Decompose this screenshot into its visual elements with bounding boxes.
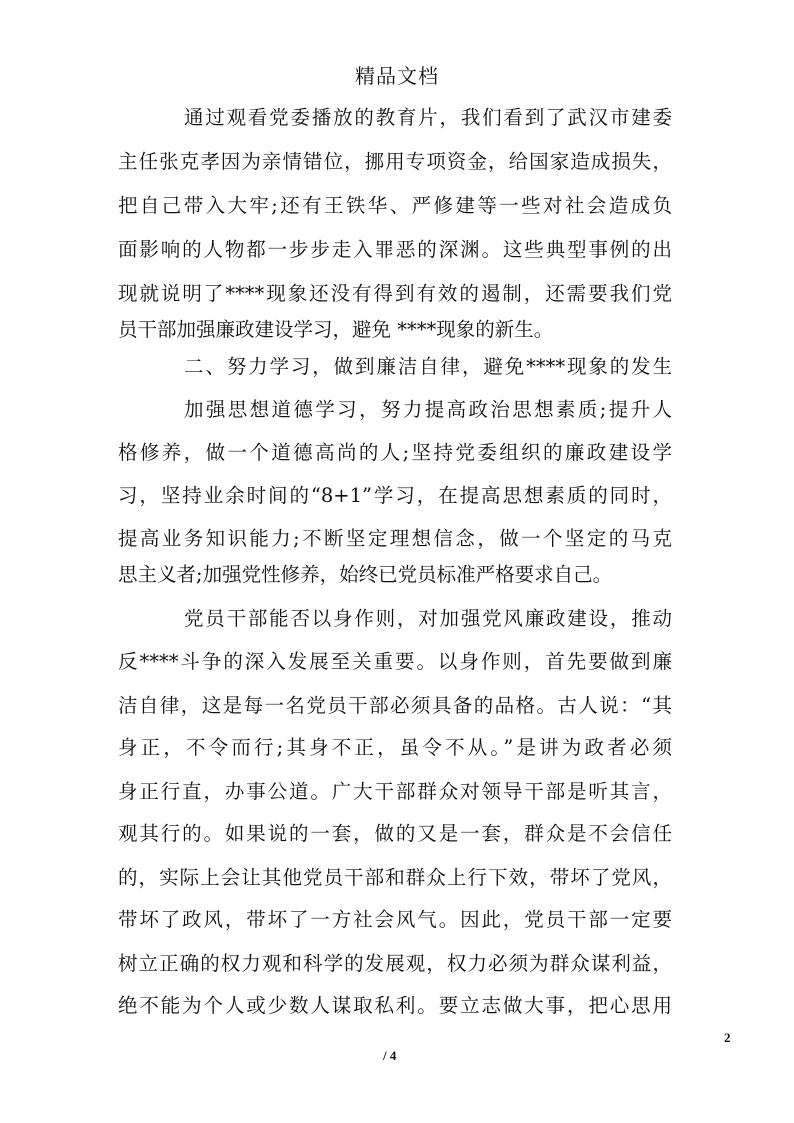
page-total: / 4 [383, 1048, 397, 1063]
body-line: 格修养，做一个道德高尚的人;坚持党委组织的廉政建设学 [118, 441, 672, 464]
body-line: 通过观看党委播放的教育片，我们看到了武汉市建委 [184, 106, 672, 129]
body-line: 面影响的人物都一步步走入罪恶的深渊。这些典型事例的出 [118, 238, 672, 261]
body-line: 身正，不令而行;其身不正，虽令不从。”是讲为政者必须 [118, 736, 672, 759]
body-line: 员干部加强廉政建设学习，避免 ****现象的新生。 [118, 318, 554, 341]
body-line: 思主义者;加强党性修养，始终已党员标准严格要求自己。 [118, 563, 613, 586]
section-heading: 二、努力学习，做到廉洁自律，避免****现象的发生 [184, 355, 672, 378]
body-line: 身正行直，办事公道。广大干部群众对领导干部是听其言， [118, 780, 672, 803]
body-line: 树立正确的权力观和科学的发展观，权力必须为群众谋利益， [118, 952, 672, 975]
body-line: 现就说明了****现象还没有得到有效的遏制，还需要我们党 [118, 282, 672, 305]
body-line: 习，坚持业余时间的“8+1”学习，在提高思想素质的同时， [118, 484, 672, 507]
body-line: 绝不能为个人或少数人谋取私利。要立志做大事，把心思用 [118, 994, 672, 1017]
document-header: 精品文档 [355, 64, 439, 88]
body-line: 观其行的。如果说的一套，做的又是一套，群众是不会信任 [118, 822, 672, 845]
body-line: 加强思想道德学习，努力提高政治思想素质;提升人 [184, 398, 672, 421]
body-line: 党员干部能否以身作则，对加强党风廉政建设，推动 [184, 607, 672, 630]
body-line: 主任张克孝因为亲情错位，挪用专项资金，给国家造成损失， [118, 150, 672, 173]
body-line: 的，实际上会让其他党员干部和群众上行下效，带坏了党风， [118, 866, 672, 889]
body-line: 洁自律，这是每一名党员干部必须具备的品格。古人说：“其 [118, 694, 672, 717]
page-number: 2 [724, 1030, 731, 1045]
body-line: 把自己带入大牢;还有王铁华、严修建等一些对社会造成负 [118, 194, 672, 217]
body-line: 带坏了政风，带坏了一方社会风气。因此，党员干部一定要 [118, 908, 672, 931]
body-line: 提高业务知识能力;不断坚定理想信念，做一个坚定的马克 [118, 527, 672, 550]
body-line: 反****斗争的深入发展至关重要。以身作则，首先要做到廉 [118, 650, 672, 673]
